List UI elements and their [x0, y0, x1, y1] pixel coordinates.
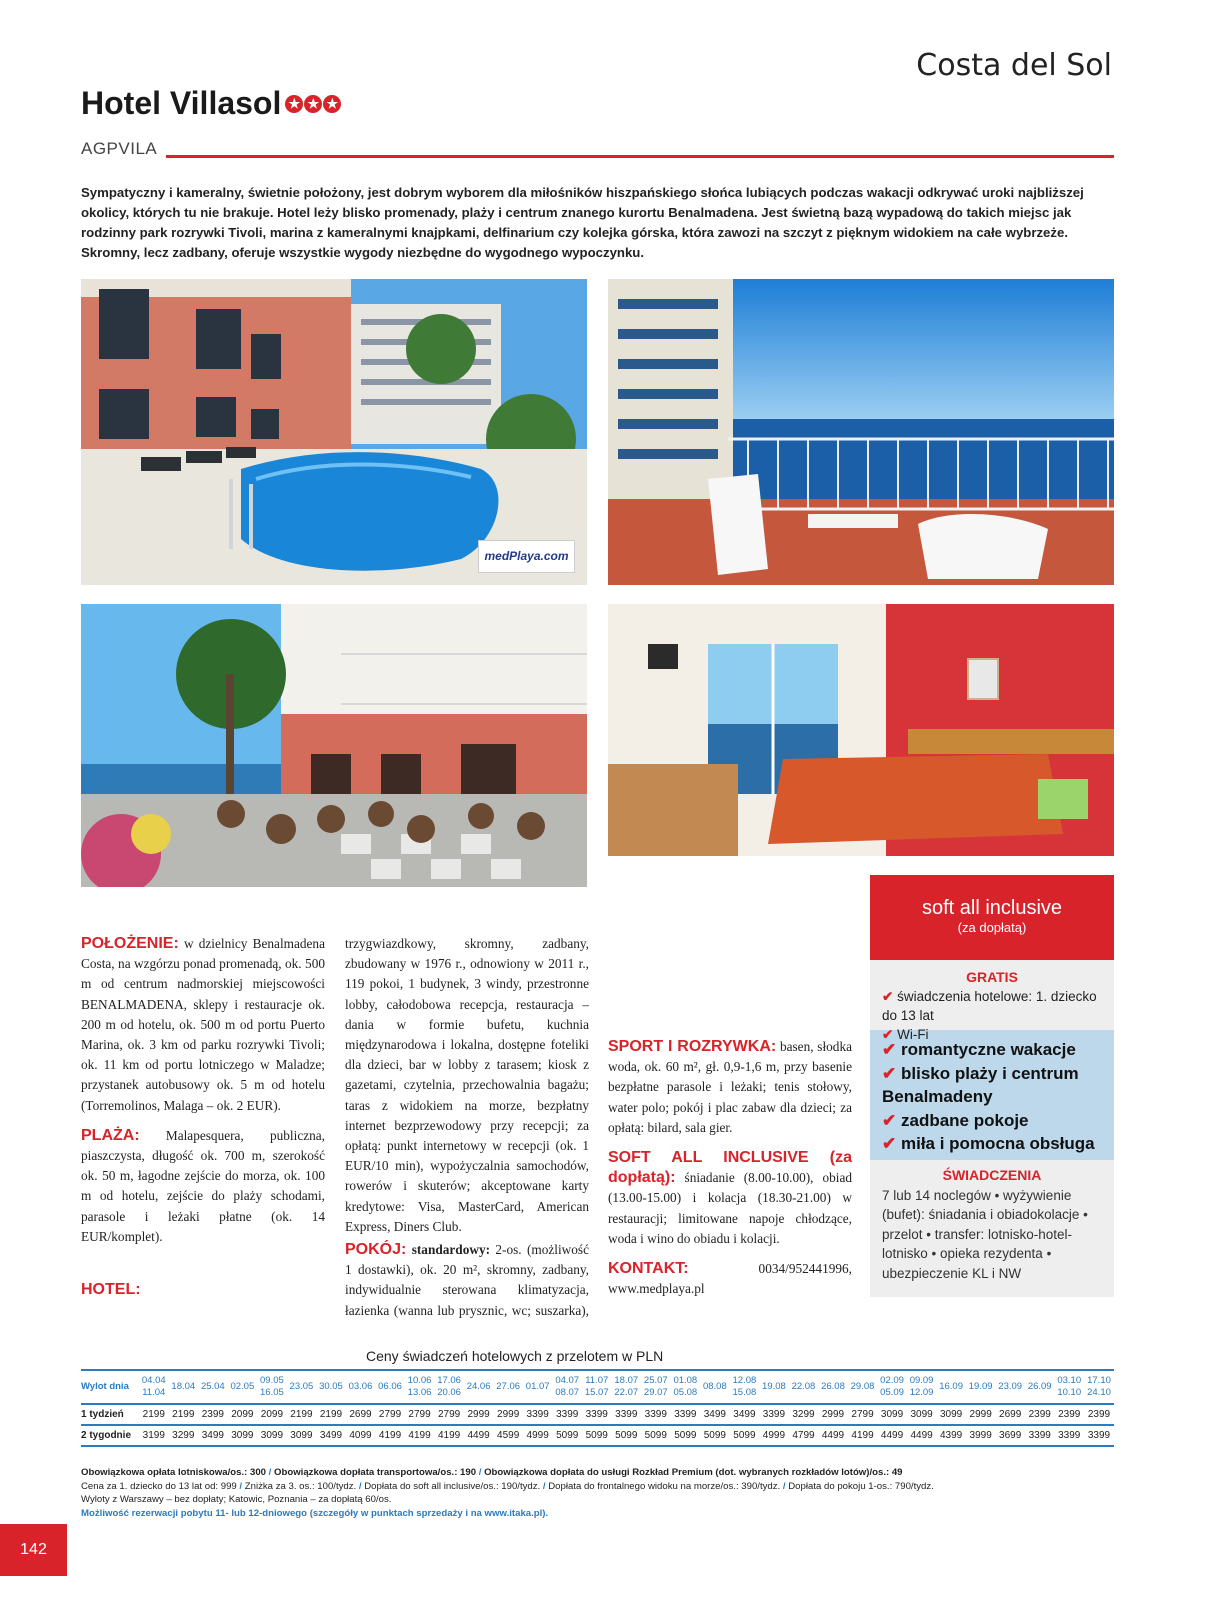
hotel-name: Hotel Villasol [81, 85, 282, 121]
price-cell: 3299 [792, 1409, 815, 1420]
price-cell: 3499 [319, 1430, 343, 1441]
star-rating [285, 95, 341, 113]
price-cell: 2799 [408, 1409, 431, 1420]
dates-row [81, 1370, 1114, 1404]
date-value: 05.08 [673, 1387, 698, 1398]
date-value: 16.09 [939, 1381, 963, 1392]
gratis-panel [870, 960, 1114, 1042]
gratis-heading: GRATIS [966, 969, 1018, 985]
sai-box-header [870, 875, 1114, 960]
price-cell: 3399 [556, 1409, 579, 1420]
column-2 [345, 934, 589, 1264]
pokoj-lead: standardowy: [411, 1242, 491, 1257]
price-cell: 2199 [290, 1409, 313, 1420]
price-cell: 5099 [733, 1430, 756, 1441]
hotel-code: AGPVILA [81, 139, 158, 158]
date-cell [228, 1370, 258, 1404]
price-cell: 3099 [231, 1430, 254, 1441]
notes-line-1: Obowiązkowa opłata lotniskowa/os.: 300 / Obowiązkowa dopłata transportowa/os.: 190 / Obowiązkowa dopłata do usługi Rozkład Premium (dot. wybranych rozkładów lotów)/os.: 49 [81, 1467, 903, 1478]
polozenie-heading: POŁOŻENIE: [81, 935, 179, 952]
header-rule [166, 155, 1114, 158]
date-cell [818, 1370, 848, 1404]
feature-item: ✔ romantyczne wakacje [882, 1040, 1076, 1059]
price-cell: 5099 [674, 1430, 697, 1441]
date-value: 29.07 [643, 1387, 668, 1398]
photo-room [608, 604, 1114, 856]
price-cell: 4199 [437, 1430, 461, 1441]
price-cell: 3499 [201, 1430, 224, 1441]
price-cell: 4799 [792, 1430, 815, 1441]
date-value: 08.08 [702, 1381, 727, 1392]
sport-text: basen, słodka woda, ok. 60 m², gł. 0,9-1,6 m, przy basenie bezpłatne parasole i leżaki; tenis stołowy, water polo; pokój i plac zabaw dla dzieci; za opłatą: bilard, sala gier. [608, 1039, 852, 1135]
date-value: 22.07 [614, 1387, 639, 1398]
date-value: 15.08 [732, 1387, 757, 1398]
price-table-title: Ceny świadczeń hotelowych z przelotem w PLN [366, 1348, 664, 1364]
notes-line-2: Cena za 1. dziecko do 13 lat od: 999 / Zniżka za 3. os.: 100/tydz. / Dopłata do soft all inclusive/os.: 190/tydz. / Dopłata do frontalnego widoku na morze/os.: 390/tydz. / Dopłata do pokoju 1-os.: 790/tydz. [81, 1480, 934, 1492]
date-cell [1025, 1370, 1055, 1404]
column-3 [608, 1037, 852, 1309]
date-value: 01.08 [673, 1375, 698, 1386]
date-cell [257, 1370, 287, 1404]
kontakt-text: 0034/952441996, www.medplaya.pl [608, 1261, 852, 1297]
pokoj-text: 2-os. (możliwość 1 dostawki), ok. 20 m², skromny, zadbany, indywidualnie sterowana klimatyzacja, łazienka (wanna lub prysznic, wc; suszarka), [345, 1242, 589, 1318]
price-cell: 2199 [142, 1409, 165, 1420]
price-cell: 4499 [880, 1430, 904, 1441]
row-label: Wylot dnia [81, 1381, 129, 1392]
plaza-heading: PLAŻA: [81, 1126, 140, 1144]
price-cell: 4499 [910, 1430, 933, 1441]
price-cell: 3399 [644, 1409, 667, 1420]
date-value: 22.08 [791, 1381, 816, 1392]
price-cell: 3299 [172, 1430, 195, 1441]
date-value: 16.05 [260, 1387, 284, 1398]
intro-text: Sympatyczny i kameralny, świetnie położony, jest dobrym wyborem dla miłośników hiszpańskiego słońca lubiących podczas wakacji odkrywać uroki najbliższej okolicy, których tu nie brakuje. Hotel leży blisko promenady, plaży i centrum znanego kurortu Benalmadena. Jest świetną bazą wypadową do takich miejsc jak rodzinny park rozrywki Tivoli, marina z kameralnymi knajpkami, delfinarium czy kolejka górska, która zawozi na szczyt z pięknym widokiem na całe wybrzeże. Skromny, lecz zadbany, oferuje wszystkie wygody niezbędne do wygodnego wypoczynku. [81, 185, 1084, 260]
price-cell: 3399 [585, 1409, 608, 1420]
price-cell: 2699 [999, 1409, 1022, 1420]
medplaya-logo: medPlaya.com [478, 540, 575, 573]
feature-item: ✔ blisko plaży i centrum Benalmadeny [882, 1063, 1079, 1106]
date-value: 24.06 [466, 1381, 491, 1392]
date-value: 17.10 [1087, 1375, 1111, 1386]
date-cell [523, 1370, 553, 1404]
date-value: 30.05 [319, 1381, 343, 1392]
date-value: 15.07 [584, 1387, 609, 1398]
date-cell [641, 1370, 671, 1404]
date-value: 12.09 [909, 1387, 934, 1398]
price-cell: 5099 [585, 1430, 608, 1441]
star-icon: ★ [323, 95, 341, 113]
gratis-item: ✔ świadczenia hotelowe: 1. dziecko do 13 lat [882, 989, 1097, 1023]
date-cell [966, 1370, 996, 1404]
column-1 [81, 934, 325, 1257]
price-cell: 5099 [556, 1430, 579, 1441]
date-value: 20.06 [437, 1387, 461, 1398]
date-cell [375, 1370, 405, 1404]
swiadczenia-text: 7 lub 14 noclegów • wyżywienie (bufet): śniadania i obiadokolacje • przelot • transfer: lotnisko-hotel-lotnisko • opieka rezydenta • ubezpieczenie KL i NW [882, 1187, 1088, 1281]
price-cell: 5099 [615, 1430, 638, 1441]
check-icon: ✔ [882, 1063, 897, 1083]
date-cell [493, 1370, 523, 1404]
date-cell [139, 1370, 169, 1404]
date-value: 01.07 [525, 1381, 550, 1392]
date-value: 10.10 [1057, 1387, 1082, 1398]
check-icon: ✔ [882, 1027, 894, 1042]
hotel-heading: HOTEL: [81, 1281, 141, 1298]
pokoj-heading: POKÓJ: [345, 1241, 407, 1258]
date-cell [848, 1370, 878, 1404]
price-cell: 2199 [319, 1409, 343, 1420]
date-value: 08.07 [555, 1387, 580, 1398]
price-cell: 3399 [1058, 1430, 1081, 1441]
check-icon: ✔ [882, 1110, 897, 1130]
date-cell [1054, 1370, 1084, 1404]
swiadczenia-panel [870, 1160, 1114, 1297]
price-cell: 3099 [939, 1409, 963, 1420]
week1-row [81, 1404, 1114, 1425]
gratis-item: ✔ Wi-Fi [882, 1027, 929, 1042]
date-value: 12.08 [732, 1375, 757, 1386]
price-cell: 3699 [999, 1430, 1022, 1441]
date-value: 13.06 [407, 1387, 432, 1398]
date-cell [169, 1370, 199, 1404]
price-cell: 2999 [497, 1409, 520, 1420]
price-cell: 2799 [851, 1409, 874, 1420]
kontakt-heading: KONTAKT: [608, 1260, 689, 1278]
date-cell [612, 1370, 642, 1404]
feature-item: ✔ miła i pomocna obsługa [882, 1134, 1095, 1153]
price-cell: 2399 [201, 1409, 224, 1420]
row-label: 2 tygodnie [81, 1430, 132, 1441]
price-cell: 2699 [349, 1409, 372, 1420]
date-value: 19.08 [762, 1381, 786, 1392]
date-value: 18.04 [171, 1381, 196, 1392]
date-cell [907, 1370, 937, 1404]
soft-all-inclusive-box [870, 875, 1114, 1317]
region-title: Costa del Sol [916, 48, 1112, 83]
sai-text: śniadanie (8.00-10.00), obiad (13.00-15.00) i kolacja (18.30-21.00) w restauracji; limitowane napoje chłodzące, woda i wino do obiadu i kolacji. [608, 1170, 852, 1246]
date-cell [759, 1370, 789, 1404]
date-cell [730, 1370, 760, 1404]
date-value: 10.06 [407, 1375, 432, 1386]
date-cell [582, 1370, 612, 1404]
price-table [81, 1369, 1114, 1447]
date-value: 23.09 [998, 1381, 1023, 1392]
hotel-section [81, 1280, 325, 1300]
date-value: 06.06 [378, 1381, 402, 1392]
price-cell: 4199 [408, 1430, 431, 1441]
check-icon: ✔ [882, 1134, 897, 1153]
hotel-title [81, 85, 341, 122]
price-cell: 3099 [260, 1430, 284, 1441]
features-panel [870, 1030, 1114, 1160]
date-value: 19.09 [968, 1381, 993, 1392]
price-cell: 4499 [821, 1430, 845, 1441]
sport-heading: SPORT I ROZRYWKA: [608, 1038, 777, 1055]
price-cell: 2799 [378, 1409, 402, 1420]
date-value: 25.04 [200, 1381, 225, 1392]
price-cell: 3999 [969, 1430, 992, 1441]
date-cell [346, 1370, 376, 1404]
swiadczenia-heading: ŚWIADCZENIA [942, 1167, 1042, 1183]
date-value: 03.10 [1057, 1375, 1082, 1386]
star-icon: ★ [304, 95, 322, 113]
price-cell: 4399 [939, 1430, 963, 1441]
price-cell: 2399 [1058, 1409, 1081, 1420]
date-value: 09.09 [909, 1375, 934, 1386]
polozenie-text: w dzielnicy Benalmadena Costa, na wzgórzu ponad promenadą, ok. 500 m od centrum nadmorskiej miejscowości BENALMADENA, sklepy i restauracje ok. 200 m od hotelu, ok. 500 m od portu Puerto Marina, ok. 3 km od parku rozrywki Tivoli; ok. 11 km od portu lotniczego w Maladze; przystanek autobusowy ok. 5 m od hotelu (Torremolinos, Malaga – ok. 2 EUR). [81, 936, 325, 1113]
date-value: 03.06 [348, 1381, 373, 1392]
date-value: 24.10 [1087, 1387, 1111, 1398]
page-number: 142 [0, 1524, 67, 1576]
check-icon: ✔ [882, 989, 894, 1004]
price-cell: 4099 [349, 1430, 372, 1441]
price-cell: 3399 [762, 1409, 786, 1420]
photo-balcony [608, 279, 1114, 585]
price-cell: 3399 [615, 1409, 638, 1420]
plaza-text: Malapesquera, publiczna, piaszczysta, długość ok. 700 m, szerokość ok. 50 m, łagodne zejście do morza, ok. 100 m od hotelu, zejście do plaży schodami, parasole i leżaki płatne (ok. 14 EUR/komplet). [81, 1127, 325, 1244]
price-cell: 4999 [526, 1430, 549, 1441]
date-value: 17.06 [437, 1375, 461, 1386]
date-value: 18.07 [614, 1375, 639, 1386]
date-value: 09.05 [260, 1375, 284, 1386]
date-cell [877, 1370, 907, 1404]
date-cell [936, 1370, 966, 1404]
week2-row [81, 1425, 1114, 1446]
pokoj-section [345, 1240, 589, 1322]
date-cell [995, 1370, 1025, 1404]
date-value: 11.04 [142, 1387, 166, 1398]
price-cell: 4599 [497, 1430, 520, 1441]
date-value: 05.09 [880, 1387, 904, 1398]
price-cell: 2999 [821, 1409, 845, 1420]
date-value: 11.07 [585, 1375, 609, 1386]
check-icon: ✔ [882, 1040, 897, 1059]
date-cell [671, 1370, 701, 1404]
date-value: 02.09 [880, 1375, 904, 1386]
star-icon: ★ [285, 95, 303, 113]
date-cell [552, 1370, 582, 1404]
date-value: 02.05 [230, 1381, 255, 1392]
date-value: 25.07 [643, 1375, 668, 1386]
photo-terrace [81, 604, 587, 887]
price-cell: 4199 [378, 1430, 402, 1441]
price-cell: 2199 [172, 1409, 195, 1420]
date-value: 29.08 [850, 1381, 875, 1392]
date-value: 26.09 [1027, 1381, 1052, 1392]
date-cell [434, 1370, 464, 1404]
sai-box-title: soft all inclusive [921, 897, 1063, 919]
notes-line-3: Wyloty z Warszawy – bez dopłaty; Katowic, Poznania – za dopłatą 60/os. [81, 1494, 392, 1505]
price-cell: 5099 [644, 1430, 667, 1441]
price-cell: 2799 [437, 1409, 461, 1420]
price-cell: 5099 [703, 1430, 726, 1441]
price-cell: 3499 [703, 1409, 726, 1420]
price-cell: 3399 [674, 1409, 697, 1420]
date-value: 27.06 [496, 1381, 521, 1392]
sai-box-subtitle: (za dopłatą) [957, 920, 1027, 935]
date-value: 04.07 [555, 1375, 580, 1386]
price-notes [81, 1466, 1121, 1520]
feature-item: ✔ zadbane pokoje [882, 1110, 1029, 1130]
price-cell: 3199 [142, 1430, 165, 1441]
price-cell: 2399 [1028, 1409, 1051, 1420]
price-cell: 3099 [290, 1430, 313, 1441]
price-cell: 2399 [1087, 1409, 1111, 1420]
price-cell: 3499 [733, 1409, 756, 1420]
date-value: 04.04 [141, 1375, 166, 1386]
date-cell [198, 1370, 228, 1404]
price-cell: 2999 [969, 1409, 992, 1420]
sai-heading: SOFT ALL INCLUSIVE (za dopłatą): [608, 1149, 852, 1187]
price-cell: 3099 [880, 1409, 904, 1420]
price-cell: 2099 [231, 1409, 254, 1420]
row-label: 1 tydzień [81, 1409, 124, 1420]
date-cell [1084, 1370, 1114, 1404]
price-cell: 4499 [467, 1430, 490, 1441]
price-cell: 2099 [260, 1409, 284, 1420]
date-cell [287, 1370, 317, 1404]
date-value: 23.05 [289, 1381, 314, 1392]
notes-line-4: Możliwość rezerwacji pobytu 11- lub 12-dniowego (szczegóły w punktach sprzedaży i na www.itaka.pl). [81, 1507, 549, 1519]
date-cell [789, 1370, 819, 1404]
price-cell: 3399 [1028, 1430, 1051, 1441]
price-cell: 2999 [467, 1409, 490, 1420]
price-cell: 4999 [762, 1430, 786, 1441]
date-cell [700, 1370, 730, 1404]
date-cell [405, 1370, 435, 1404]
price-cell: 4199 [851, 1430, 874, 1441]
hotel-text: trzygwiazdkowy, skromny, zadbany, zbudowany w 1976 r., odnowiony w 2011 r., 119 pokoi, 1 budynek, 3 windy, przestronne lobby, całodobowa recepcja, restauracja – dania w formie bufetu, kuchnia międzynarodowa i lokalna, dostępne foteliki dla dzieci, bar w lobby z tarasem; kiosk z gazetami, czytelnia, przechowalnia bagażu; taras z widokiem na morze, bezpłatny internet bezprzewodowy przy recepcji; za opłatą: punkt internetowy w recepcji (ok. 1 EUR/10 min), wypożyczalnia samochodów, rowerów i skuterów; akceptowane karty kredytowe: Visa, MasterCard, American Express, Diners Club. [345, 936, 589, 1234]
price-cell: 3099 [910, 1409, 933, 1420]
price-cell: 3399 [526, 1409, 549, 1420]
date-value: 26.08 [821, 1381, 845, 1392]
date-cell [464, 1370, 494, 1404]
date-cell [316, 1370, 346, 1404]
price-cell: 3399 [1087, 1430, 1111, 1441]
